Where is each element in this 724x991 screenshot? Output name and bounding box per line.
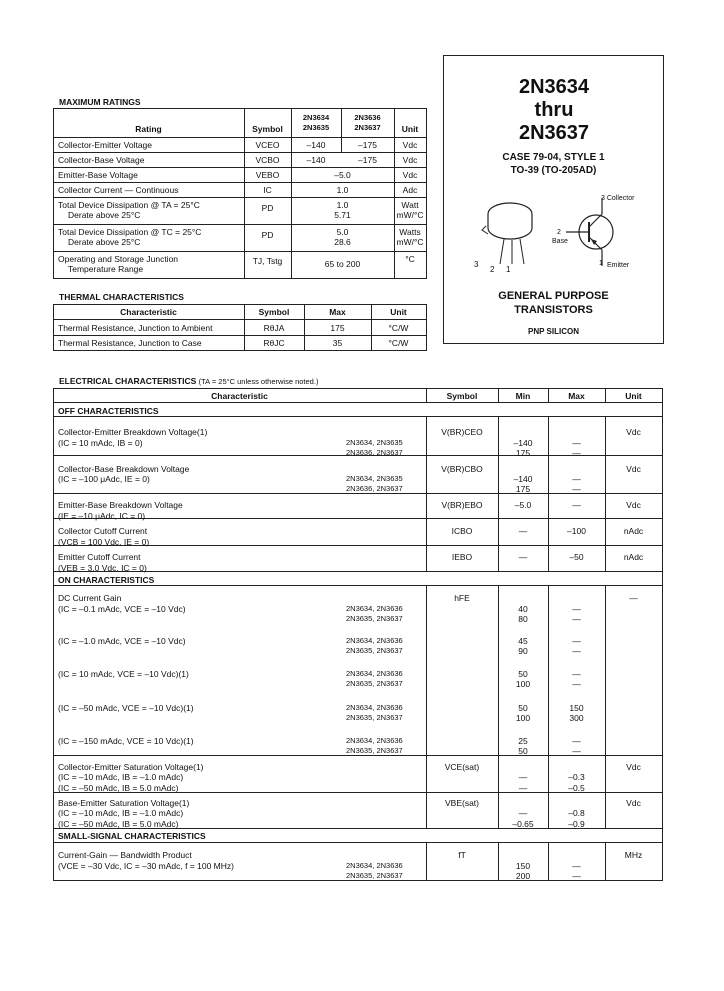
elec-row-symbol: IEBO	[451, 552, 473, 562]
elec-row-device: 2N3635, 2N3637	[346, 713, 403, 722]
elec-row-min: 175	[515, 448, 531, 458]
max-row-symbol: VCEO	[255, 140, 280, 150]
elec-row-unit: MHz	[624, 850, 643, 860]
elec-row-device: 2N3634, 2N3636	[346, 636, 403, 645]
elec-row-min: 100	[515, 713, 531, 723]
max-row-rating: Collector-Emitter Voltage	[58, 140, 153, 150]
elec-row-max: —	[572, 679, 581, 689]
elec-row-min: —	[518, 783, 528, 793]
elec-row-max: —	[572, 500, 581, 510]
elec-row-symbol: fT	[458, 850, 466, 860]
elec-row-max: —	[572, 669, 581, 679]
elec-row-condition: (IC = 10 mAdc, VCE = –10 Vdc)(1)	[58, 669, 189, 679]
elec-row-condition: Current-Gain — Bandwidth Product	[58, 850, 192, 860]
emitter-label: Emitter	[607, 262, 630, 269]
off-characteristics-heading: OFF CHARACTERISTICS	[58, 406, 159, 416]
thermal-row-characteristic: Thermal Resistance, Junction to Case	[58, 338, 202, 348]
max-row-derate-unit: mW/°C	[396, 237, 424, 247]
collector-label: 3 Collector	[601, 195, 635, 202]
thermal-title: THERMAL CHARACTERISTICS	[59, 292, 184, 302]
max-row-symbol: TJ, Tstg	[252, 256, 283, 266]
max-row-unit: °C	[405, 254, 415, 264]
max-row-symbol: PD	[261, 203, 274, 213]
elec-row-condition: (IC = –10 mAdc, IB = –1.0 mAdc)	[58, 808, 184, 818]
thermal-header-characteristic: Characteristic	[120, 307, 177, 317]
elec-row-min: –140	[513, 438, 533, 448]
elec-row-min: —	[518, 772, 528, 782]
pnp-symbol	[564, 196, 644, 276]
elec-header-characteristic: Characteristic	[211, 391, 268, 401]
elec-row-unit: nAdc	[623, 526, 644, 536]
package-drawing	[472, 194, 552, 274]
base-pin-number: 2	[557, 229, 561, 236]
elec-row-min: –140	[513, 474, 533, 484]
thermal-header-max: Max	[329, 307, 346, 317]
max-row-value-a: –140	[306, 140, 326, 150]
elec-row-max: —	[572, 614, 581, 624]
thermal-row-symbol: RθJC	[263, 338, 285, 348]
elec-row-min: 90	[518, 646, 528, 656]
elec-row-condition: (IC = –0.1 mAdc, VCE = –10 Vdc)	[58, 604, 186, 614]
elec-row-device: 2N3634, 2N3636	[346, 669, 403, 678]
elec-row-condition: Collector-Emitter Saturation Voltage(1)	[58, 762, 204, 772]
elec-row-condition: Collector-Emitter Breakdown Voltage(1)	[58, 427, 208, 437]
max-header-2n3636: 2N3636	[354, 113, 381, 122]
small-signal-heading: SMALL-SIGNAL CHARACTERISTICS	[58, 831, 206, 841]
elec-row-unit: Vdc	[626, 464, 641, 474]
elec-row-symbol: VBE(sat)	[444, 798, 479, 808]
elec-row-symbol: V(BR)EBO	[441, 500, 483, 510]
max-row-symbol: VEBO	[255, 170, 280, 180]
elec-row-symbol: V(BR)CBO	[441, 464, 483, 474]
elec-row-unit: Vdc	[626, 798, 641, 808]
elec-row-unit: Vdc	[626, 427, 641, 437]
max-row-rating: Collector-Base Voltage	[58, 155, 145, 165]
elec-row-max: –0.5	[568, 783, 585, 793]
max-row-rating-cont: Temperature Range	[68, 264, 144, 274]
elec-row-condition: (VEB = 3.0 Vdc, IC = 0)	[58, 563, 147, 573]
elec-row-condition: (IC = –1.0 mAdc, VCE = –10 Vdc)	[58, 636, 186, 646]
elec-row-device: 2N3634, 2N3635	[346, 474, 403, 483]
max-header-2n3635: 2N3635	[302, 123, 330, 132]
elec-row-max: –50	[569, 552, 584, 562]
elec-row-max: 150	[569, 703, 584, 713]
thermal-header-symbol: Symbol	[258, 307, 290, 317]
elec-row-min: 40	[518, 604, 528, 614]
part-number-start: 2N3634	[518, 76, 590, 98]
elec-row-max: —	[572, 871, 581, 881]
elec-row-min: 50	[518, 746, 528, 756]
thermal-header-unit: Unit	[390, 307, 407, 317]
elec-row-condition: Collector-Base Breakdown Voltage	[58, 464, 190, 474]
elec-row-min: —	[518, 808, 528, 818]
polarity-label: PNP SILICON	[528, 327, 579, 336]
purpose-line-2: TRANSISTORS	[514, 304, 593, 316]
max-row-derate-value: 5.71	[334, 210, 351, 220]
elec-row-max: –0.9	[568, 819, 585, 829]
max-row-rating: Total Device Dissipation @ TC = 25°C	[58, 227, 202, 237]
max-row-unit: Watts	[399, 227, 421, 237]
elec-row-min: —	[518, 552, 528, 562]
part-number-end: 2N3637	[518, 122, 590, 144]
elec-row-max: —	[572, 746, 581, 756]
thermal-row-max: 35	[332, 338, 343, 348]
elec-row-device: 2N3636, 2N3637	[346, 448, 403, 457]
elec-row-device: 2N3634, 2N3636	[346, 703, 403, 712]
package-label: TO-39 (TO-205AD)	[510, 165, 597, 176]
elec-row-unit: —	[629, 593, 638, 603]
elec-row-min: –0.65	[512, 819, 534, 829]
max-row-derate-value: 28.6	[334, 237, 351, 247]
elec-row-min: 50	[518, 669, 528, 679]
elec-row-max: —	[572, 448, 581, 458]
elec-row-min: 175	[515, 484, 531, 494]
thermal-row-symbol: RθJA	[263, 323, 285, 333]
max-header-2n3637: 2N3637	[354, 123, 381, 132]
base-label: Base	[552, 238, 568, 245]
elec-row-unit: nAdc	[623, 552, 644, 562]
elec-row-symbol: ICBO	[451, 526, 473, 536]
elec-row-device: 2N3635, 2N3637	[346, 646, 403, 655]
elec-row-min: —	[518, 526, 528, 536]
elec-row-device: 2N3635, 2N3637	[346, 871, 403, 880]
max-row-rating: Operating and Storage Junction	[58, 254, 179, 264]
elec-row-device: 2N3634, 2N3636	[346, 604, 403, 613]
elec-row-max: —	[572, 484, 581, 494]
max-row-rating: Total Device Dissipation @ TA = 25°C	[58, 200, 200, 210]
elec-row-max: —	[572, 438, 581, 448]
max-row-unit: Adc	[402, 185, 418, 195]
elec-row-device: 2N3634, 2N3635	[346, 438, 403, 447]
elec-row-symbol: VCE(sat)	[444, 762, 480, 772]
elec-row-condition: Collector Cutoff Current	[58, 526, 148, 536]
elec-row-max: —	[572, 636, 581, 646]
elec-row-symbol: V(BR)CEO	[441, 427, 483, 437]
elec-row-condition: Emitter-Base Breakdown Voltage	[58, 500, 183, 510]
max-row-value: 5.0	[336, 227, 349, 237]
electrical-title	[59, 376, 318, 386]
elec-row-max: —	[572, 604, 581, 614]
elec-row-condition: (VCE = –30 Vdc, IC = –30 mAdc, f = 100 MHz)	[58, 861, 234, 871]
elec-row-device: 2N3635, 2N3637	[346, 679, 403, 688]
elec-row-device: 2N3635, 2N3637	[346, 746, 403, 755]
elec-row-condition: Base-Emitter Saturation Voltage(1)	[58, 798, 190, 808]
part-number-thru: thru	[534, 99, 574, 121]
elec-row-min: 45	[518, 636, 528, 646]
elec-row-max: –0.8	[568, 808, 585, 818]
max-row-unit: Vdc	[402, 140, 418, 150]
elec-row-device: 2N3634, 2N3636	[346, 861, 403, 870]
elec-row-unit: Vdc	[626, 500, 641, 510]
max-row-value: 1.0	[336, 185, 349, 195]
max-row-rating: Emitter-Base Voltage	[58, 170, 138, 180]
elec-header-max: Max	[568, 391, 585, 401]
thermal-row-max: 175	[330, 323, 345, 333]
elec-row-max: —	[572, 861, 581, 871]
part-info-box	[443, 55, 664, 344]
max-ratings-title: MAXIMUM RATINGS	[59, 97, 141, 107]
elec-row-min: 100	[515, 679, 531, 689]
max-header-unit: Unit	[401, 124, 419, 134]
case-label: CASE 79-04, STYLE 1	[502, 152, 605, 163]
elec-row-condition: (IC = 10 mAdc, IB = 0)	[58, 438, 143, 448]
max-row-value-b: –175	[358, 140, 377, 150]
max-header-2n3634: 2N3634	[302, 113, 330, 122]
elec-row-symbol: hFE	[454, 593, 470, 603]
pkg-pin-3: 3	[474, 260, 479, 269]
emitter-pin-number: 1	[599, 260, 603, 267]
max-row-symbol: IC	[263, 185, 272, 195]
elec-row-max: –100	[567, 526, 586, 536]
elec-row-condition: (IC = –100 μAdc, IE = 0)	[58, 474, 150, 484]
elec-row-max: —	[572, 474, 581, 484]
max-row-symbol: VCBO	[255, 155, 280, 165]
elec-row-condition: (IE = –10 μAdc, IC = 0)	[58, 511, 146, 521]
elec-row-condition: (IC = –50 mAdc, IB = 5.0 mAdc)	[58, 819, 179, 829]
pkg-pin-1: 1	[506, 265, 511, 274]
elec-row-device: 2N3634, 2N3636	[346, 736, 403, 745]
elec-row-min: 80	[518, 614, 528, 624]
thermal-row-unit: °C/W	[388, 323, 409, 333]
max-row-unit: Vdc	[402, 155, 418, 165]
elec-row-max: —	[572, 646, 581, 656]
elec-row-condition: Emitter Cutoff Current	[58, 552, 141, 562]
thermal-row-unit: °C/W	[388, 338, 409, 348]
elec-header-min: Min	[515, 391, 531, 401]
elec-row-min: 150	[515, 861, 531, 871]
electrical-title-note: (TA = 25°C unless otherwise noted.)	[198, 377, 319, 386]
elec-header-unit: Unit	[625, 391, 642, 401]
elec-row-max: 300	[569, 713, 584, 723]
thermal-row-characteristic: Thermal Resistance, Junction to Ambient	[58, 323, 213, 333]
purpose-line-1: GENERAL PURPOSE	[498, 290, 609, 302]
elec-row-max: –0.3	[568, 772, 585, 782]
max-header-symbol: Symbol	[252, 124, 283, 134]
max-row-derate-unit: mW/°C	[396, 210, 424, 220]
max-row-derate: Derate above 25°C	[68, 210, 141, 220]
elec-row-min: –5.0	[514, 500, 532, 510]
electrical-title-text: ELECTRICAL CHARACTERISTICS	[59, 376, 197, 386]
elec-row-device: 2N3636, 2N3637	[346, 484, 403, 493]
elec-header-symbol: Symbol	[446, 391, 478, 401]
elec-row-min: 50	[518, 703, 528, 713]
elec-row-unit: Vdc	[626, 762, 641, 772]
elec-row-min: 200	[515, 871, 531, 881]
elec-row-condition: (IC = –50 mAdc, IB = 5.0 mAdc)	[58, 783, 179, 793]
max-row-value-a: –140	[306, 155, 326, 165]
elec-row-condition: (IC = –50 mAdc, VCE = –10 Vdc)(1)	[58, 703, 194, 713]
max-header-rating: Rating	[135, 124, 162, 134]
elec-row-condition: (IC = –10 mAdc, IB = –1.0 mAdc)	[58, 772, 184, 782]
max-row-value: 65 to 200	[324, 259, 361, 269]
elec-row-device: 2N3635, 2N3637	[346, 614, 403, 623]
pkg-pin-2: 2	[490, 265, 495, 274]
elec-row-condition: (VCB = 100 Vdc, IE = 0)	[58, 537, 150, 547]
max-row-symbol: PD	[261, 230, 274, 240]
max-row-derate: Derate above 25°C	[68, 237, 141, 247]
max-row-value: 1.0	[336, 200, 349, 210]
max-row-unit: Watt	[401, 200, 419, 210]
elec-row-min: 25	[518, 736, 528, 746]
max-row-value: –5.0	[334, 170, 351, 180]
on-characteristics-heading: ON CHARACTERISTICS	[58, 575, 155, 585]
max-row-value-b: –175	[358, 155, 377, 165]
max-row-unit: Vdc	[402, 170, 418, 180]
elec-row-condition: DC Current Gain	[58, 593, 122, 603]
elec-row-condition: (IC = –150 mAdc, VCE = 10 Vdc)(1)	[58, 736, 194, 746]
max-row-rating: Collector Current — Continuous	[58, 185, 179, 195]
elec-row-max: —	[572, 736, 581, 746]
